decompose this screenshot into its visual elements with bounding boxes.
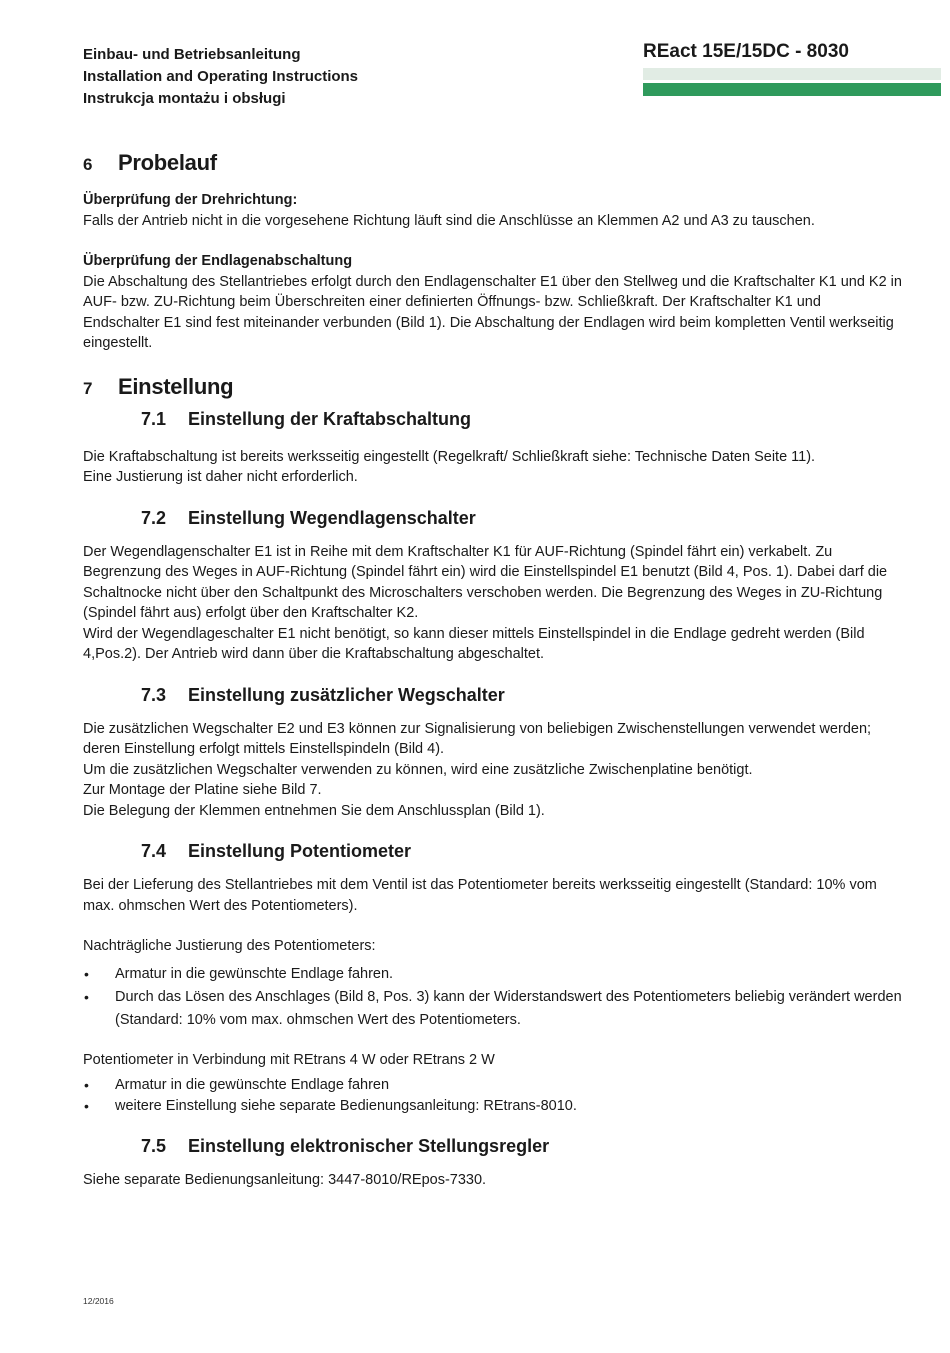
paragraph-line: Die Kraftabschaltung ist bereits werksseitig eingestellt (Regelkraft/ Schließkraft siehe: Technische Daten Seite 11). [83, 448, 816, 465]
subsection-heading-7-3 [83, 685, 918, 711]
subsection-heading-7-4 [83, 841, 918, 867]
header-title-pl: Instrukcja montażu i obsługi [83, 90, 286, 107]
product-code-block [643, 40, 941, 64]
header-accent-bar-dark [643, 83, 941, 96]
section-heading-6 [83, 150, 918, 180]
subsection-title: Einstellung elektronischer Stellungsregler [188, 1136, 550, 1156]
bullet-icon: • [84, 1097, 89, 1114]
paragraph-line: max. ohmschen Wert des Potentiometers). [83, 897, 358, 914]
list-item-text: Durch das Lösen des Anschlages (Bild 8, Pos. 3) kann der Widerstandswert des Potentiometers beliebig verändert werden [115, 988, 902, 1005]
subsection-number: 7.4 [141, 841, 167, 861]
list-item-text: Armatur in die gewünschte Endlage fahren. [115, 965, 394, 982]
retrans-list [83, 1075, 918, 1116]
subsection-title: Einstellung Wegendlagenschalter [188, 507, 476, 528]
paragraph-line: (Spindel fährt aus) erfolgt über den Kraftschalter K2. [83, 605, 419, 621]
subsection-heading-7-2 [83, 508, 918, 534]
subsection-number: 7.5 [141, 1136, 167, 1156]
list-item [83, 963, 918, 986]
retrans-label: Potentiometer in Verbindung mit REtrans 4 W oder REtrans 2 W [83, 1051, 495, 1068]
paragraph-line: eingestellt. [83, 335, 153, 351]
subheading-endposition-check: Überprüfung der Endlagenabschaltung [83, 253, 353, 269]
bullet-icon: • [84, 965, 89, 982]
subsection-title: Einstellung zusätzlicher Wegschalter [188, 684, 505, 705]
paragraph-line: Die Belegung der Klemmen entnehmen Sie dem Anschlussplan (Bild 1). [83, 802, 545, 819]
paragraph-line: Der Wegendlagenschalter E1 ist in Reihe mit dem Kraftschalter K1 für AUF-Richtung (Spindel fährt ein) verkabelt. Zu [83, 543, 833, 560]
paragraph-line: Zur Montage der Platine siehe Bild 7. [83, 782, 322, 798]
header-title-de: Einbau- und Betriebsanleitung [83, 46, 301, 63]
section-heading-7 [83, 374, 918, 404]
list-item [83, 986, 918, 1032]
subsection-title: Einstellung der Kraftabschaltung [188, 408, 472, 429]
bullet-icon: • [84, 1077, 89, 1093]
list-item [83, 1075, 918, 1096]
section-title: Einstellung [118, 373, 234, 399]
subsection-number: 7.3 [141, 684, 167, 705]
list-item-text: weitere Einstellung siehe separate Bedienungsanleitung: REtrans-8010. [115, 1097, 577, 1114]
header-accent-bar-light [643, 68, 941, 80]
paragraph-line: Die Abschaltung des Stellantriebes erfolgt durch den Endlagenschalter E1 über den Stellweg und die Kraftschalter K1 und K2 in [83, 273, 902, 290]
paragraph-line: Eine Justierung ist daher nicht erforderlich. [83, 469, 358, 485]
document-header [83, 44, 358, 110]
subsection-title: Einstellung Potentiometer [188, 841, 412, 861]
page-content [83, 150, 918, 1191]
paragraph-line: Die zusätzlichen Wegschalter E2 und E3 können zur Signalisierung von beliebigen Zwischenstellungen verwendet werden; [83, 720, 872, 737]
subsection-heading-7-5 [83, 1136, 918, 1162]
section-number: 7 [83, 378, 93, 398]
footer-date: 12/2016 [83, 1296, 114, 1306]
list-item [83, 1096, 918, 1117]
paragraph-line: Bei der Lieferung des Stellantriebes mit dem Ventil ist das Potentiometer bereits werksseitig eingestellt (Standard: 10% vom [83, 877, 877, 893]
product-code: REact 15E/15DC - 8030 [643, 41, 849, 62]
paragraph-line: deren Einstellung erfolgt mittels Einstellspindeln (Bild 4). [83, 741, 445, 757]
paragraph-line: AUF- bzw. ZU-Richtung beim Überschreiten einer definierten Öffnungs- bzw. Schließkraft. Der Kraftschalter K1 und [83, 294, 821, 310]
section-title: Probelauf [118, 150, 217, 175]
subheading-rotation-check: Überprüfung der Drehrichtung: [83, 192, 298, 208]
paragraph-line: Schaltnocke nicht über den Schaltpunkt des Microschalters verschoben werden. Die Begrenzung des Weges in ZU-Richtung [83, 584, 883, 601]
header-title-en: Installation and Operating Instructions [83, 68, 359, 85]
paragraph-line: 4,Pos.2). Der Antrieb wird dann über die Kraftabschaltung abgeschaltet. [83, 646, 545, 662]
adjustment-label: Nachträgliche Justierung des Potentiometers: [83, 938, 376, 954]
subsection-number: 7.1 [141, 408, 167, 429]
paragraph-line: Begrenzung des Weges in AUF-Richtung (Spindel fährt ein) wird die Einstellspindel E1 benutzt (Bild 4, Pos. 1). Dabei darf die [83, 564, 888, 580]
paragraph-line: Endschalter E1 sind fest miteinander verbunden (Bild 1). Die Abschaltung der Endlagen wird beim kompletten Ventil werkseitig [83, 314, 894, 331]
paragraph-rotation-check: Falls der Antrieb nicht in die vorgesehene Richtung läuft sind die Anschlüsse an Klemmen A2 und A3 zu tauschen. [83, 212, 815, 229]
section-number: 6 [83, 155, 93, 174]
subsection-heading-7-1 [83, 409, 918, 435]
paragraph-line: Siehe separate Bedienungsanleitung: 3447-8010/REpos-7330. [83, 1172, 487, 1188]
paragraph-line: Wird der Wegendlageschalter E1 nicht benötigt, so kann dieser mittels Einstellspindel in die Endlage gedreht werden (Bild [83, 625, 865, 642]
list-item-text-continued: (Standard: 10% vom max. ohmschen Wert des Potentiometers. [115, 1011, 521, 1028]
bullet-icon: • [84, 988, 89, 1005]
subsection-number: 7.2 [141, 507, 167, 528]
adjustment-list [83, 963, 918, 1032]
paragraph-line: Um die zusätzlichen Wegschalter verwenden zu können, wird eine zusätzliche Zwischenplatine benötigt. [83, 761, 753, 778]
list-item-text: Armatur in die gewünschte Endlage fahren [115, 1077, 390, 1093]
